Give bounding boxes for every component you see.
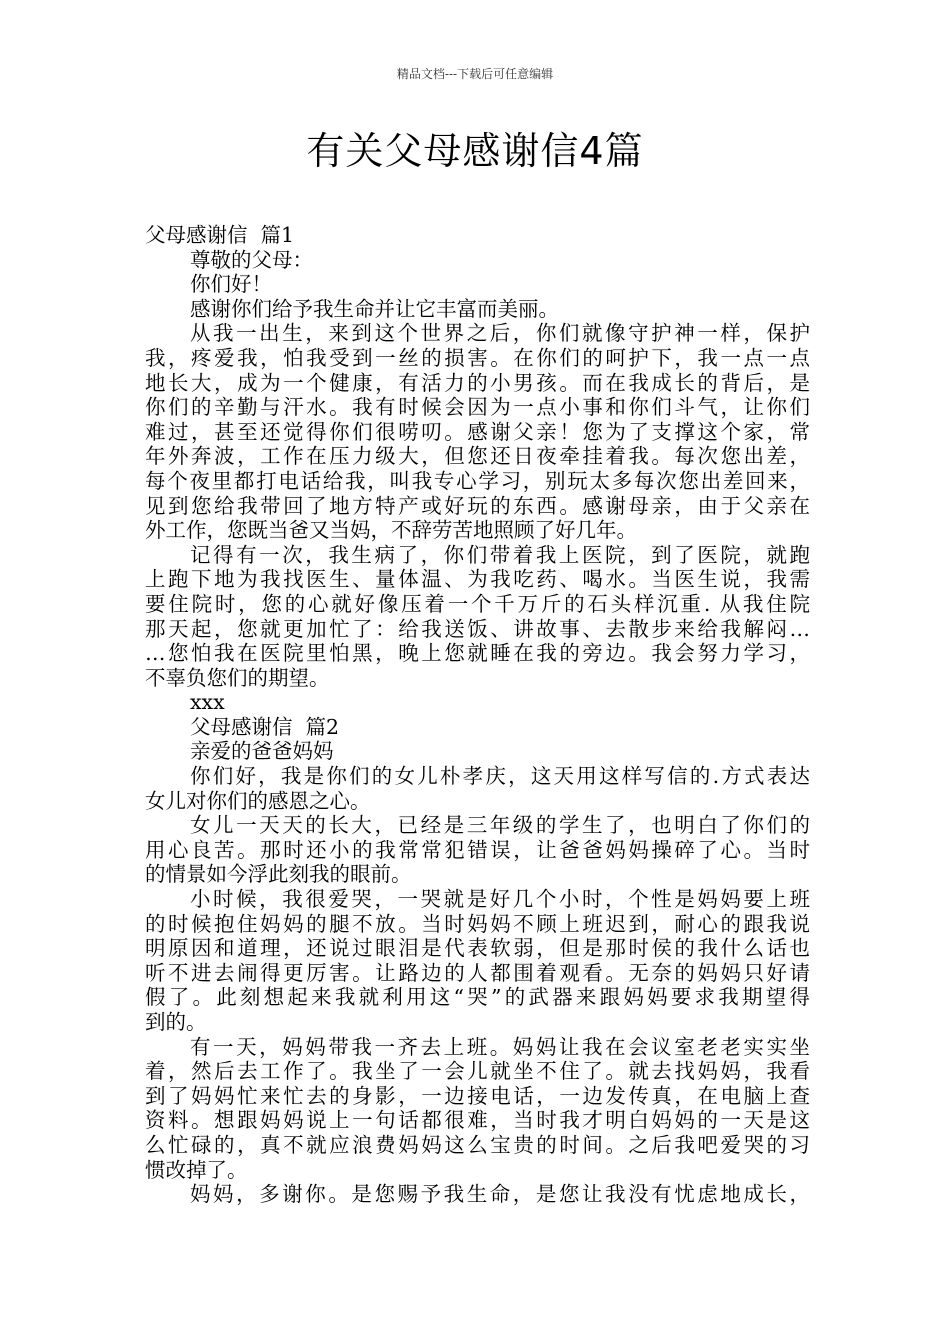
text-line: 小时候，我很爱哭，一哭就是好几个小时，个性是妈妈要上班	[190, 887, 810, 912]
text-line: 你们好，我是你们的女儿朴孝庆，这天用这样写信的.方式表达	[190, 764, 810, 789]
letter1-signature: xxx	[190, 690, 225, 715]
text-line: 地长大，成为一个健康，有活力的小男孩。而在我成长的背后，是	[145, 370, 810, 395]
text-line: 不辜负您们的期望。	[145, 665, 330, 690]
letter1-heading: 父母感谢信 篇1	[145, 223, 295, 247]
text-line: 听不进去闹得更厉害。让路边的人都围着观看。无奈的妈妈只好请	[145, 960, 810, 985]
text-line: 资料。想跟妈妈说上一句话都很难，当时我才明白妈妈的一天是这	[145, 1108, 810, 1133]
text-line: 妈妈，多谢你。是您赐予我生命，是您让我没有忧虑地成长，	[190, 1182, 810, 1207]
letter2-paragraph-4	[145, 1035, 810, 1183]
letter1-thanks: 感谢你们给予我生命并让它丰富而美丽。	[190, 296, 559, 321]
text-line: 惯改掉了。	[145, 1157, 248, 1182]
document-title: 有关父母感谢信4篇	[306, 129, 644, 173]
text-line: 用心良苦。那时还小的我常常犯错误，让爸爸妈妈操碎了心。当时	[145, 837, 810, 862]
text-line: 的情景如今浮此刻我的眼前。	[145, 862, 412, 887]
text-line: 我，疼爱我，怕我受到一丝的损害。在你们的呵护下，我一点一点	[145, 345, 810, 370]
letter1-salutation: 尊敬的父母：	[190, 247, 313, 272]
text-line: 到了妈妈忙来忙去的身影，一边接电话，一边发传真，在电脑上查	[145, 1083, 810, 1108]
letter1-paragraph-1	[145, 321, 810, 542]
letter1-greeting: 你们好！	[190, 272, 272, 297]
text-line: 见到您给我带回了地方特产或好玩的东西。感谢母亲，由于父亲在	[145, 493, 810, 518]
text-line: 女儿对你们的感恩之心。	[145, 788, 371, 813]
text-line: …您怕我在医院里怕黑，晚上您就睡在我的旁边。我会努力学习，	[145, 641, 810, 666]
text-line: 么忙碌的，真不就应浪费妈妈这么宝贵的时间。之后我吧爱哭的习	[145, 1132, 810, 1157]
letter2-salutation: 亲爱的爸爸妈妈	[190, 739, 334, 764]
text-line: 每个夜里都打电话给我，叫我专心学习，别玩太多每次您出差回来，	[145, 468, 810, 493]
letter2-paragraph-1	[145, 764, 810, 813]
letter2-heading: 父母感谢信 篇2	[190, 714, 340, 739]
text-line: 从我一出生，来到这个世界之后，你们就像守护神一样，保护	[190, 321, 810, 346]
text-line: 难过，甚至还觉得你们很唠叨。感谢父亲！您为了支撑这个家，常	[145, 419, 810, 444]
letter2-paragraph-5	[145, 1182, 810, 1207]
page-header: 精品文档---下载后可任意编辑	[396, 67, 554, 81]
text-line: 要住院时，您的心就好像压着一个千万斤的石头样沉重. 从我住院	[145, 591, 810, 616]
text-line: 那天起，您就更加忙了：给我送饭、讲故事、去散步来给我解闷…	[145, 616, 810, 641]
text-line: 的时候抱住妈妈的腿不放。当时妈妈不顾上班迟到，耐心的跟我说	[145, 911, 810, 936]
document-body	[145, 223, 810, 1207]
text-line: 着，然后去工作了。我坐了一会儿就坐不住了。就去找妈妈，我看	[145, 1059, 810, 1084]
text-line: 假了。此刻想起来我就利用这“哭”的武器来跟妈妈要求我期望得	[145, 985, 810, 1010]
text-line: 明原因和道理，还说过眼泪是代表软弱，但是那时侯的我什么话也	[145, 936, 810, 961]
letter2-paragraph-3	[145, 887, 810, 1035]
text-line: 到的。	[145, 1010, 207, 1034]
text-line: 外工作，您既当爸又当妈，不辞劳苦地照顾了好几年。	[145, 518, 637, 543]
text-line: 记得有一次，我生病了，你们带着我上医院，到了医院，就跑	[190, 542, 810, 567]
letter1-paragraph-2	[145, 543, 810, 691]
letter2-paragraph-2	[145, 813, 810, 887]
text-line: 上跑下地为我找医生、量体温、为我吃药、喝水。当医生说，我需	[145, 567, 810, 592]
text-line: 你们的辛勤与汗水。我有时候会因为一点小事和你们斗气，让你们	[145, 395, 810, 420]
text-line: 有一天，妈妈带我一齐去上班。妈妈让我在会议室老老实实坐	[190, 1034, 810, 1059]
text-line: 女儿一天天的长大，已经是三年级的学生了，也明白了你们的	[190, 813, 810, 838]
text-line: 年外奔波，工作在压力级大，但您还日夜牵挂着我。每次您出差，	[145, 444, 810, 469]
